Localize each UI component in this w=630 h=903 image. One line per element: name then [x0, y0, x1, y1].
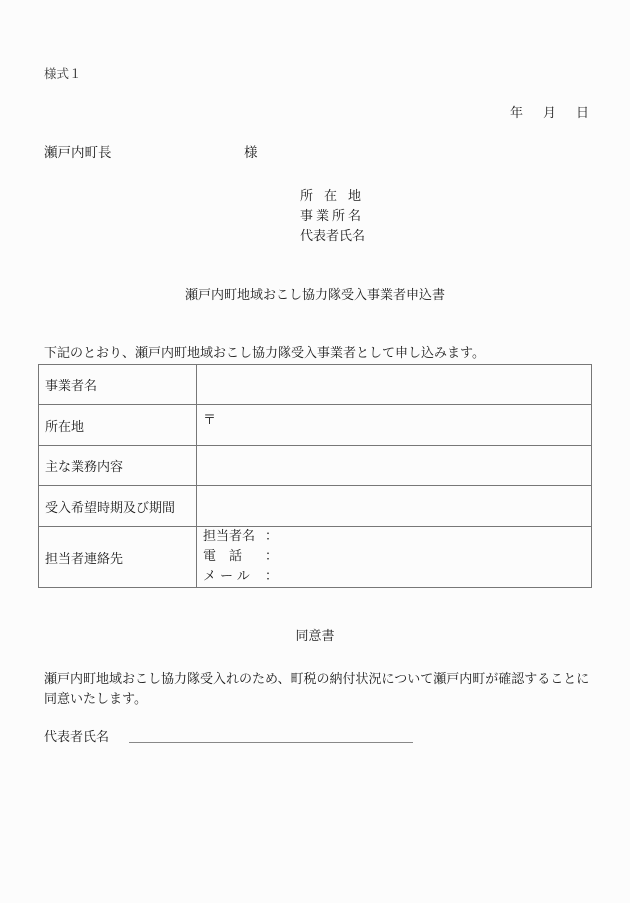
consent-body: 瀬戸内町地域おこし協力隊受入れのため、町税の納付状況について瀬戸内町が確認することに同意いたします。 — [44, 672, 590, 707]
contact-phone-line[interactable] — [203, 547, 591, 567]
form-number: 様式１ — [44, 66, 82, 81]
row-label: 事業者名 — [39, 365, 197, 405]
contact-email-key: メール — [203, 569, 254, 584]
date-year[interactable]: 年 — [510, 106, 524, 121]
applicant-address-label: 所在地 — [300, 189, 373, 204]
business-name-field[interactable] — [197, 365, 592, 405]
date-month[interactable]: 月 — [543, 106, 557, 121]
contact-sep: ： — [265, 549, 279, 564]
business-content-field[interactable] — [197, 446, 592, 486]
date-day[interactable]: 日 — [576, 106, 590, 121]
row-label: 担当者連絡先 — [39, 527, 197, 588]
signature-line[interactable] — [129, 742, 413, 743]
contact-person-key: 担当者名 — [203, 529, 256, 544]
addressee: 瀬戸内町長 — [44, 145, 112, 161]
contact-sep: ： — [265, 569, 279, 584]
document-title: 瀬戸内町地域おこし協力隊受入事業者申込書 — [184, 288, 445, 303]
applicant-representative-label: 代表者氏名 — [300, 229, 366, 244]
row-label: 主な業務内容 — [39, 446, 197, 486]
desired-period-field[interactable] — [197, 486, 592, 527]
table-row-business-content — [39, 446, 592, 486]
honorific: 様 — [244, 145, 258, 161]
row-label: 受入希望時期及び期間 — [39, 486, 197, 527]
table-row-contact — [39, 527, 592, 588]
signer-label: 代表者氏名 — [44, 730, 110, 745]
contact-phone-key: 電 話 — [203, 549, 243, 564]
table-row-address — [39, 405, 592, 446]
contact-email-line[interactable] — [203, 567, 591, 587]
applicant-office-name-label: 事業所名 — [300, 209, 365, 224]
consent-title: 同意書 — [295, 629, 335, 644]
date-line — [510, 107, 589, 120]
row-label: 所在地 — [39, 405, 197, 446]
intro-text: 下記のとおり、瀬戸内町地域おこし協力隊受入事業者として申し込みます。 — [44, 346, 485, 361]
table-row-desired-period — [39, 486, 592, 527]
contact-sep: ： — [265, 529, 279, 544]
application-table — [38, 364, 592, 588]
table-row-business-name — [39, 365, 592, 405]
contact-person-line[interactable] — [203, 527, 591, 547]
contact-field — [197, 527, 592, 588]
applicant-block — [300, 187, 372, 247]
address-field[interactable]: 〒 — [197, 405, 592, 446]
